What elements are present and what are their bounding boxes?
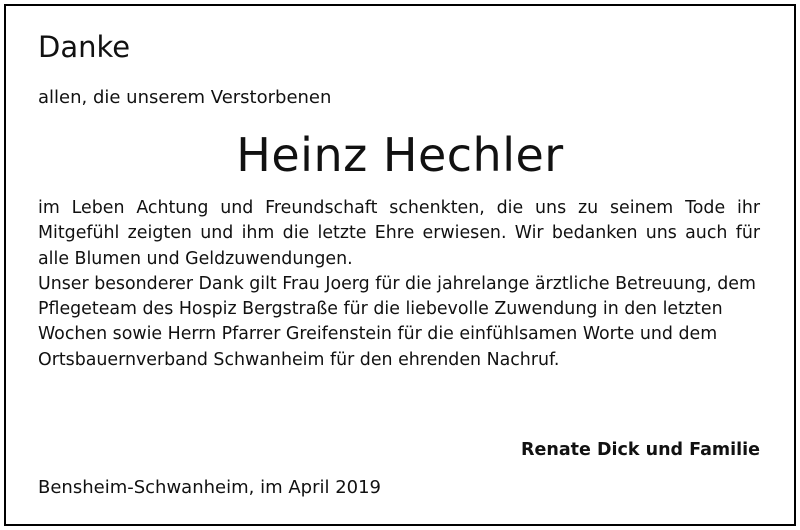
signature: Renate Dick und Familie <box>521 440 760 460</box>
place-date: Bensheim-Schwanheim, im April 2019 <box>38 477 382 498</box>
notice-intro: allen, die unserem Verstorbenen <box>38 87 332 108</box>
notice-heading: Danke <box>38 30 131 64</box>
notice-body <box>38 196 760 373</box>
deceased-name: Heinz Hechler <box>236 128 564 182</box>
thanks-paragraph: im Leben Achtung und Freundschaft schenkten, die uns zu seinem Tode ihr Mitgefühl zeigten und ihm die letzte Ehre erwiesen. Wir bedanken uns auch für alle Blumen und Geldzuwendungen. <box>38 198 760 269</box>
special-thanks-paragraph: Unser besonderer Dank gilt Frau Joerg für die jahrelange ärztliche Betreuung, dem Pflegeteam des Hospiz Bergstraße für die liebevolle Zuwendung in den letzten Wochen sowie Herrn Pfarrer Greifenstein für die einfühlsamen Worte und dem Ortsbauernverband Schwanheim für den ehrenden Nachruf. <box>38 273 756 370</box>
